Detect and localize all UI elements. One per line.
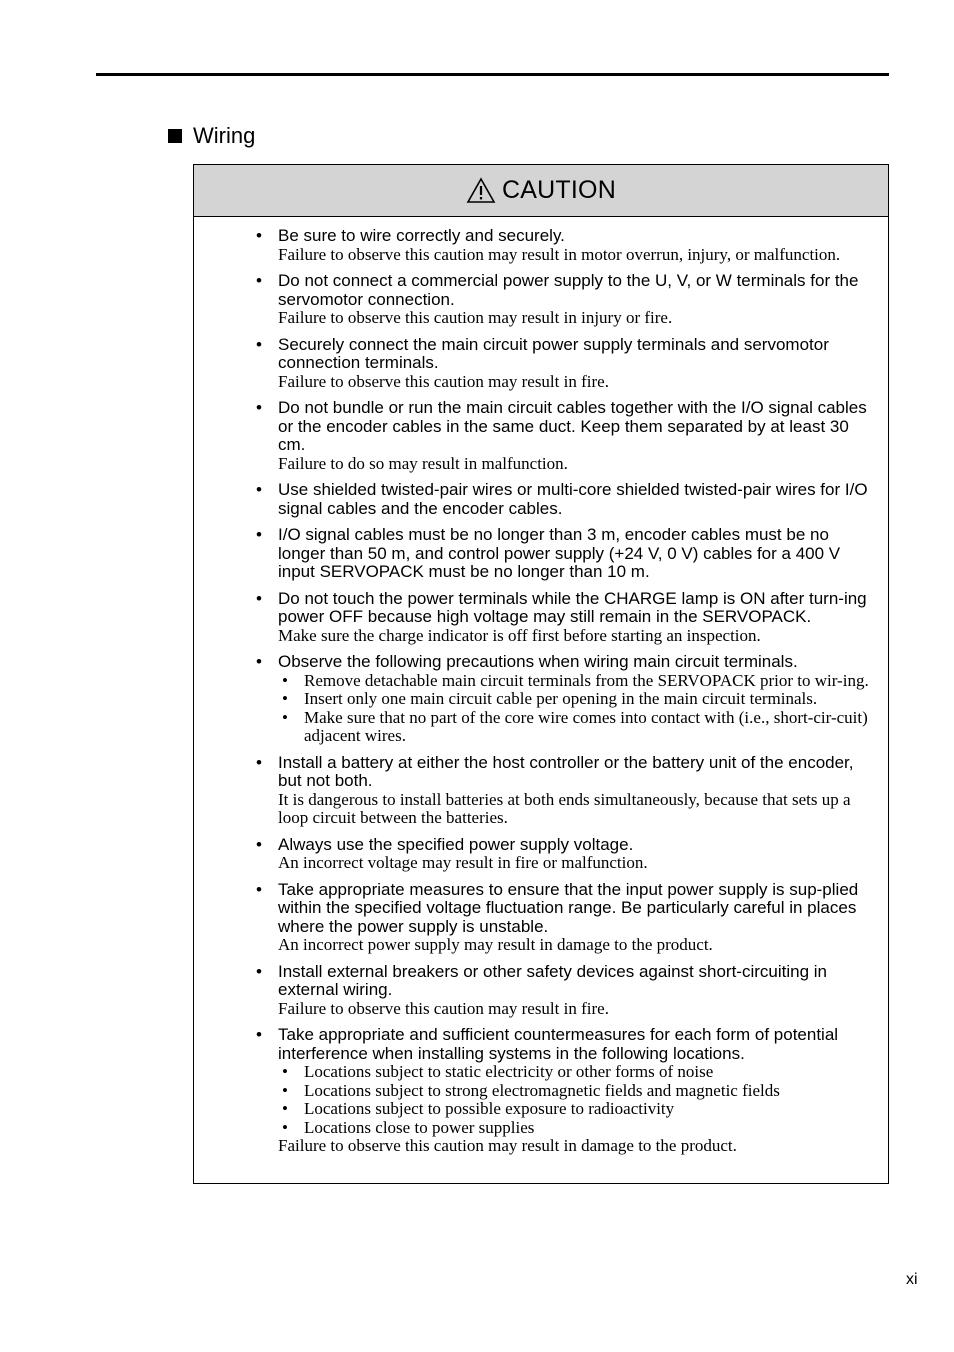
page-number: xi (906, 1271, 918, 1288)
bullet-icon: • (256, 226, 262, 245)
caution-item (252, 754, 880, 828)
caution-header (194, 165, 888, 217)
sub-bullet-icon: • (282, 689, 288, 708)
caution-item (252, 1026, 880, 1156)
caution-item-text: Do not connect a commercial power supply to the U, V, or W terminals for the servomotor connection. (278, 271, 859, 309)
bullet-icon: • (256, 334, 262, 354)
caution-item (252, 227, 880, 264)
caution-item (252, 526, 880, 582)
caution-item (252, 653, 880, 746)
caution-item-consequence: An incorrect voltage may result in fire or malfunction. (278, 853, 648, 872)
caution-item (252, 399, 880, 473)
caution-item (252, 481, 880, 518)
caution-item-text: Take appropriate and sufficient countermeasures for each form of potential interference when installing systems in the following locations. (278, 1025, 839, 1063)
bullet-icon: • (256, 652, 262, 671)
caution-subitem (278, 690, 880, 709)
caution-subitem-text: Locations close to power supplies (304, 1117, 535, 1137)
caution-item-consequence: Failure to observe this caution may result in fire. (278, 371, 609, 391)
caution-item-text: Be sure to wire correctly and securely. (278, 226, 565, 245)
caution-item-consequence: Failure to observe this caution may result in motor overrun, injury, or malfunction. (278, 244, 841, 264)
caution-item-text: Install a battery at either the host controller or the battery unit of the encoder, but not both. (278, 752, 854, 790)
caution-list (252, 227, 880, 1164)
caution-item (252, 881, 880, 955)
caution-item-text: Use shielded twisted-pair wires or multi-core shielded twisted-pair wires for I/O signal cables and the encoder cables. (278, 480, 868, 518)
sub-bullet-icon: • (282, 1080, 288, 1100)
bullet-icon: • (256, 480, 262, 499)
bullet-icon: • (256, 588, 262, 608)
caution-item-text: Take appropriate measures to ensure that the input power supply is sup-plied within the specified voltage fluctuation range. Be particularly careful in places where the power supply is unstable. (278, 879, 859, 936)
caution-subitem (278, 1100, 880, 1119)
caution-item-consequence: An incorrect power supply may result in damage to the product. (278, 935, 713, 954)
caution-subitem-text: Remove detachable main circuit terminals from the SERVOPACK prior to wir-ing. (304, 670, 869, 690)
caution-subitem-text: Locations subject to possible exposure to radioactivity (304, 1099, 675, 1118)
caution-item-text: Securely connect the main circuit power supply terminals and servomotor connection terminals. (278, 334, 829, 372)
caution-subitem (278, 672, 880, 691)
bullet-icon: • (256, 1025, 262, 1044)
caution-item-consequence: Make sure the charge indicator is off first before starting an inspection. (278, 625, 761, 645)
sub-bullet-icon: • (282, 1099, 288, 1118)
caution-item-consequence: Failure to observe this caution may result in damage to the product. (278, 1136, 737, 1155)
bullet-icon: • (256, 834, 262, 854)
sub-bullet-icon: • (282, 1062, 288, 1081)
caution-item-consequence: Failure to do so may result in malfunction. (278, 453, 568, 473)
caution-item-text: Do not touch the power terminals while the CHARGE lamp is ON after turn-ing power OFF because high voltage may still remain in the SERVOPACK. (278, 588, 867, 626)
warning-triangle-icon (466, 177, 496, 204)
caution-subitem (278, 1082, 880, 1101)
section-heading (168, 122, 255, 150)
square-bullet-icon (168, 129, 182, 143)
caution-item (252, 836, 880, 873)
caution-box (193, 164, 889, 1184)
bullet-icon: • (256, 752, 262, 772)
bullet-icon: • (256, 961, 262, 981)
caution-item-consequence: Failure to observe this caution may result in fire. (278, 998, 609, 1018)
bullet-icon: • (256, 398, 262, 417)
bullet-icon: • (256, 879, 262, 899)
caution-item-consequence: It is dangerous to install batteries at both ends simultaneously, because that sets up a loop circuit between the batteries. (278, 789, 851, 827)
caution-item (252, 590, 880, 646)
caution-item-text: Observe the following precautions when wiring main circuit terminals. (278, 652, 798, 671)
bullet-icon: • (256, 525, 262, 544)
caution-subitem (278, 1119, 880, 1138)
sub-bullet-icon: • (282, 670, 288, 690)
caution-subitem-text: Locations subject to strong electromagnetic fields and magnetic fields (304, 1080, 780, 1100)
caution-subitem-text: Locations subject to static electricity or other forms of noise (304, 1062, 714, 1081)
caution-item (252, 963, 880, 1019)
caution-subitem (278, 1063, 880, 1082)
caution-item (252, 272, 880, 328)
caution-subitem-text: Insert only one main circuit cable per opening in the main circuit terminals. (304, 689, 818, 708)
caution-item (252, 336, 880, 392)
sub-bullet-icon: • (282, 1117, 288, 1137)
section-title: Wiring (193, 123, 256, 148)
caution-subitem (278, 709, 880, 746)
caution-subitem-text: Make sure that no part of the core wire comes into contact with (i.e., short-cir-cuit) adjacent wires. (304, 707, 868, 745)
top-rule (96, 73, 889, 76)
sub-bullet-icon: • (282, 707, 288, 727)
caution-item-text: Install external breakers or other safety devices against short-circuiting in external wiring. (278, 961, 827, 999)
caution-item-text: Always use the specified power supply voltage. (278, 834, 634, 854)
bullet-icon: • (256, 271, 262, 290)
caution-title: CAUTION (502, 176, 616, 204)
caution-item-text: Do not bundle or run the main circuit cables together with the I/O signal cables or the encoder cables in the same duct. Keep them separated by at least 30 cm. (278, 398, 867, 454)
caution-item-consequence: Failure to observe this caution may result in injury or fire. (278, 308, 673, 327)
caution-item-text: I/O signal cables must be no longer than 3 m, encoder cables must be no longer than 50 m, and control power supply (+24 V, 0 V) cables for a 400 V input SERVOPACK must be no longer than 10 m. (278, 525, 841, 581)
